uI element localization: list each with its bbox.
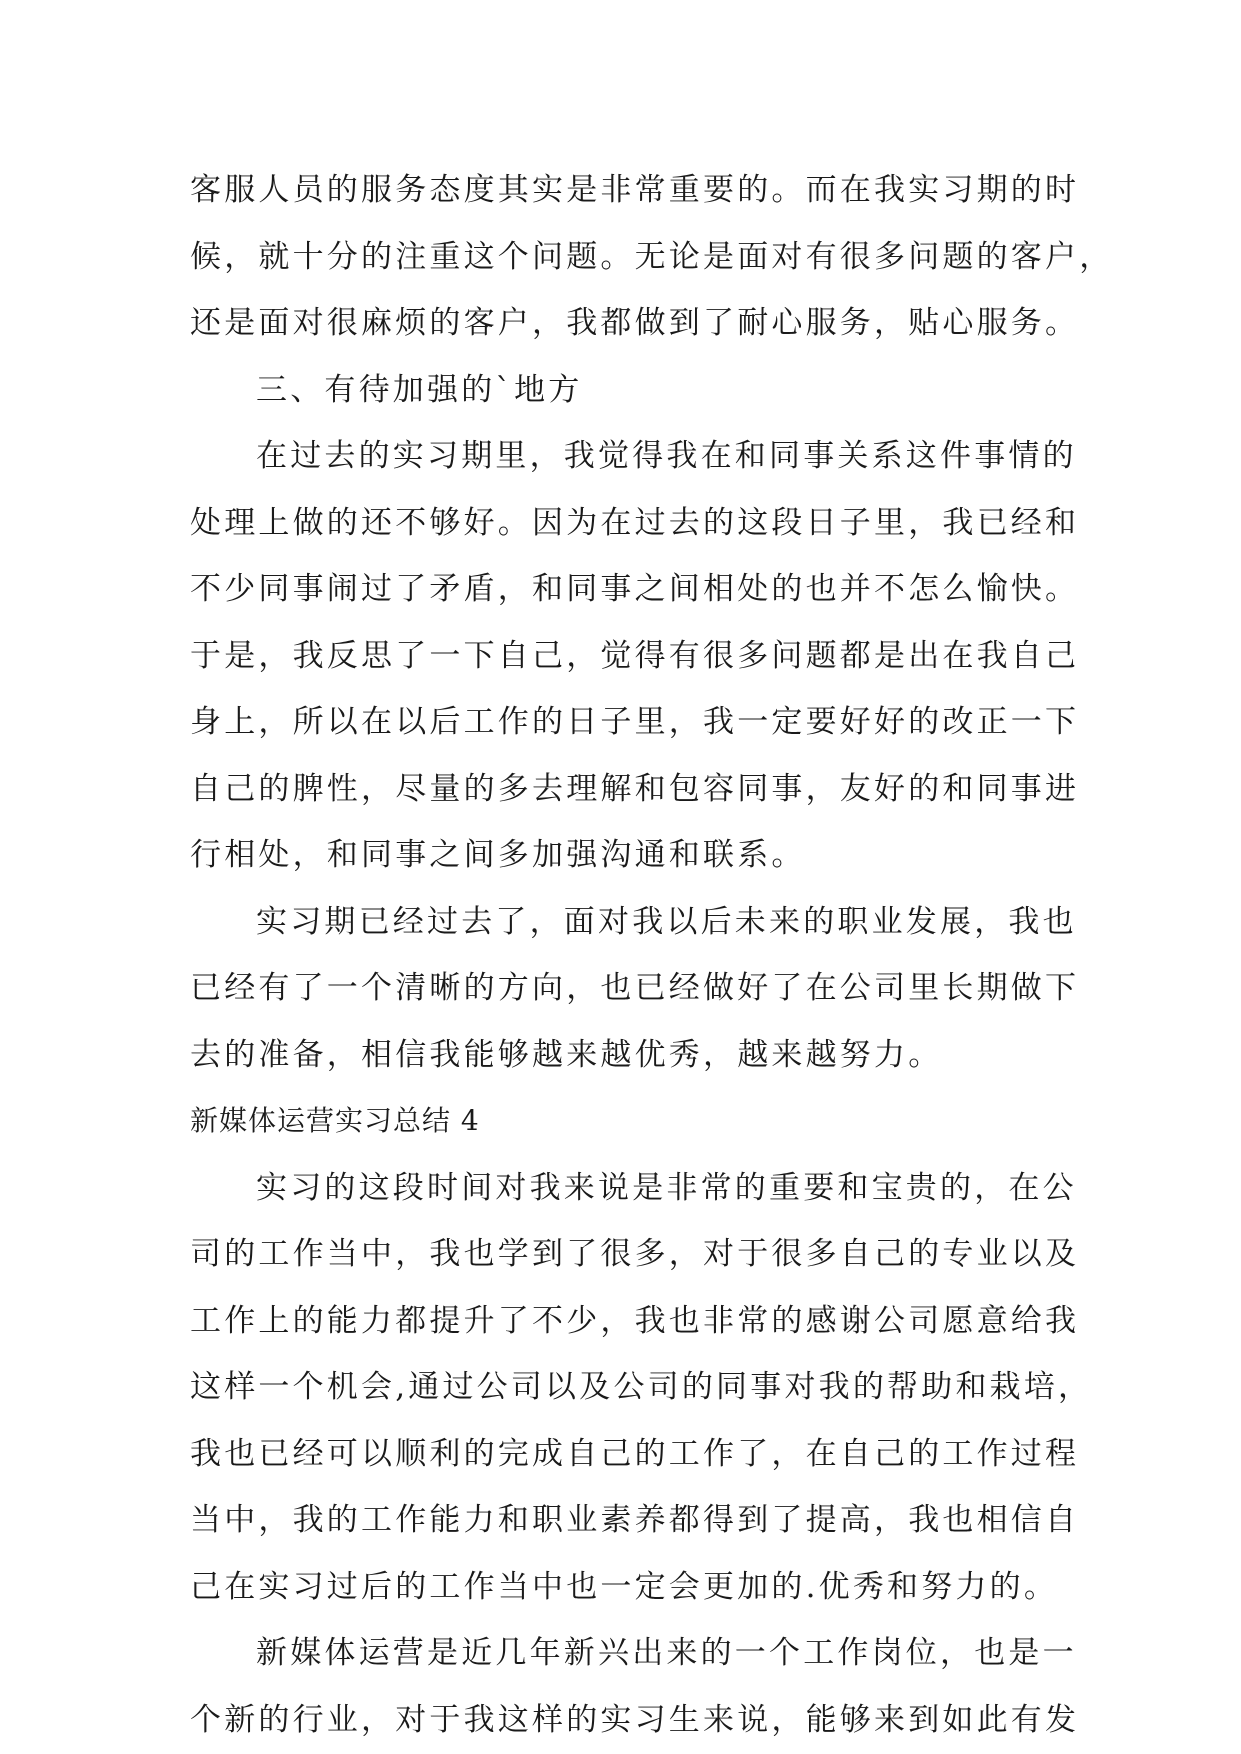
text-line: 实习的这段时间对我来说是非常的重要和宝贵的，在公 <box>256 1169 1077 1206</box>
text-line: 新媒体运营是近几年新兴出来的一个工作岗位，也是一 <box>256 1635 1077 1671</box>
text-line: 司的工作当中，我也学到了很多，对于很多自己的专业以及 <box>190 1236 1080 1272</box>
paragraph <box>190 1155 1093 1621</box>
section-heading <box>190 1088 1070 1155</box>
paragraph <box>190 1620 1080 1753</box>
text-line: 这样一个机会,通过公司以及公司的同事对我的帮助和栽培， <box>190 1369 1093 1405</box>
text-line: 实习期已经过去了，面对我以后未来的职业发展，我也 <box>256 903 1077 940</box>
text-line: 去的准备，相信我能够越来越优秀，越来越努力。 <box>190 1036 943 1073</box>
text-line: 在过去的实习期里，我觉得我在和同事关系这件事情的 <box>256 438 1077 474</box>
text-line: 自己的脾性，尽量的多去理解和包容同事，友好的和同事进 <box>190 770 1080 807</box>
text-line: 处理上做的还不够好。因为在过去的这段日子里，我已经和 <box>190 504 1080 541</box>
text-line: 己在实习过后的工作当中也一定会更加的.优秀和努力的。 <box>190 1568 1059 1605</box>
text-line: 不少同事闹过了矛盾，和同事之间相处的也并不怎么愉快。 <box>190 571 1080 607</box>
text-line: 还是面对很麻烦的客户，我都做到了耐心服务，贴心服务。 <box>190 305 1080 341</box>
text-line: 我也已经可以顺利的完成自己的工作了，在自己的工作过程 <box>190 1435 1080 1472</box>
subheading-text: 三、有待加强的`地方 <box>256 371 583 408</box>
text-line: 工作上的能力都提升了不少，我也非常的感谢公司愿意给我 <box>190 1302 1080 1339</box>
paragraph-continued <box>190 157 1114 357</box>
text-line: 行相处，和同事之间多加强沟通和联系。 <box>190 837 806 873</box>
text-line: 当中，我的工作能力和职业素养都得到了提高，我也相信自 <box>190 1502 1080 1538</box>
text-line: 个新的行业，对于我这样的实习生来说，能够来到如此有发 <box>190 1701 1080 1738</box>
text-line: 于是，我反思了一下自己，觉得有很多问题都是出在我自己 <box>190 637 1080 674</box>
paragraph <box>190 423 1080 889</box>
section-subheading <box>190 357 1070 424</box>
text-line: 已经有了一个清晰的方向，也已经做好了在公司里长期做下 <box>190 970 1080 1006</box>
text-line: 候，就十分的注重这个问题。无论是面对有很多问题的客户， <box>190 238 1114 275</box>
text-line: 客服人员的服务态度其实是非常重要的。而在我实习期的时 <box>190 172 1080 208</box>
text-line: 身上，所以在以后工作的日子里，我一定要好好的改正一下 <box>190 704 1080 740</box>
paragraph <box>190 889 1080 1089</box>
document-body <box>190 157 1114 1753</box>
heading-text: 新媒体运营实习总结 4 <box>190 1104 480 1137</box>
